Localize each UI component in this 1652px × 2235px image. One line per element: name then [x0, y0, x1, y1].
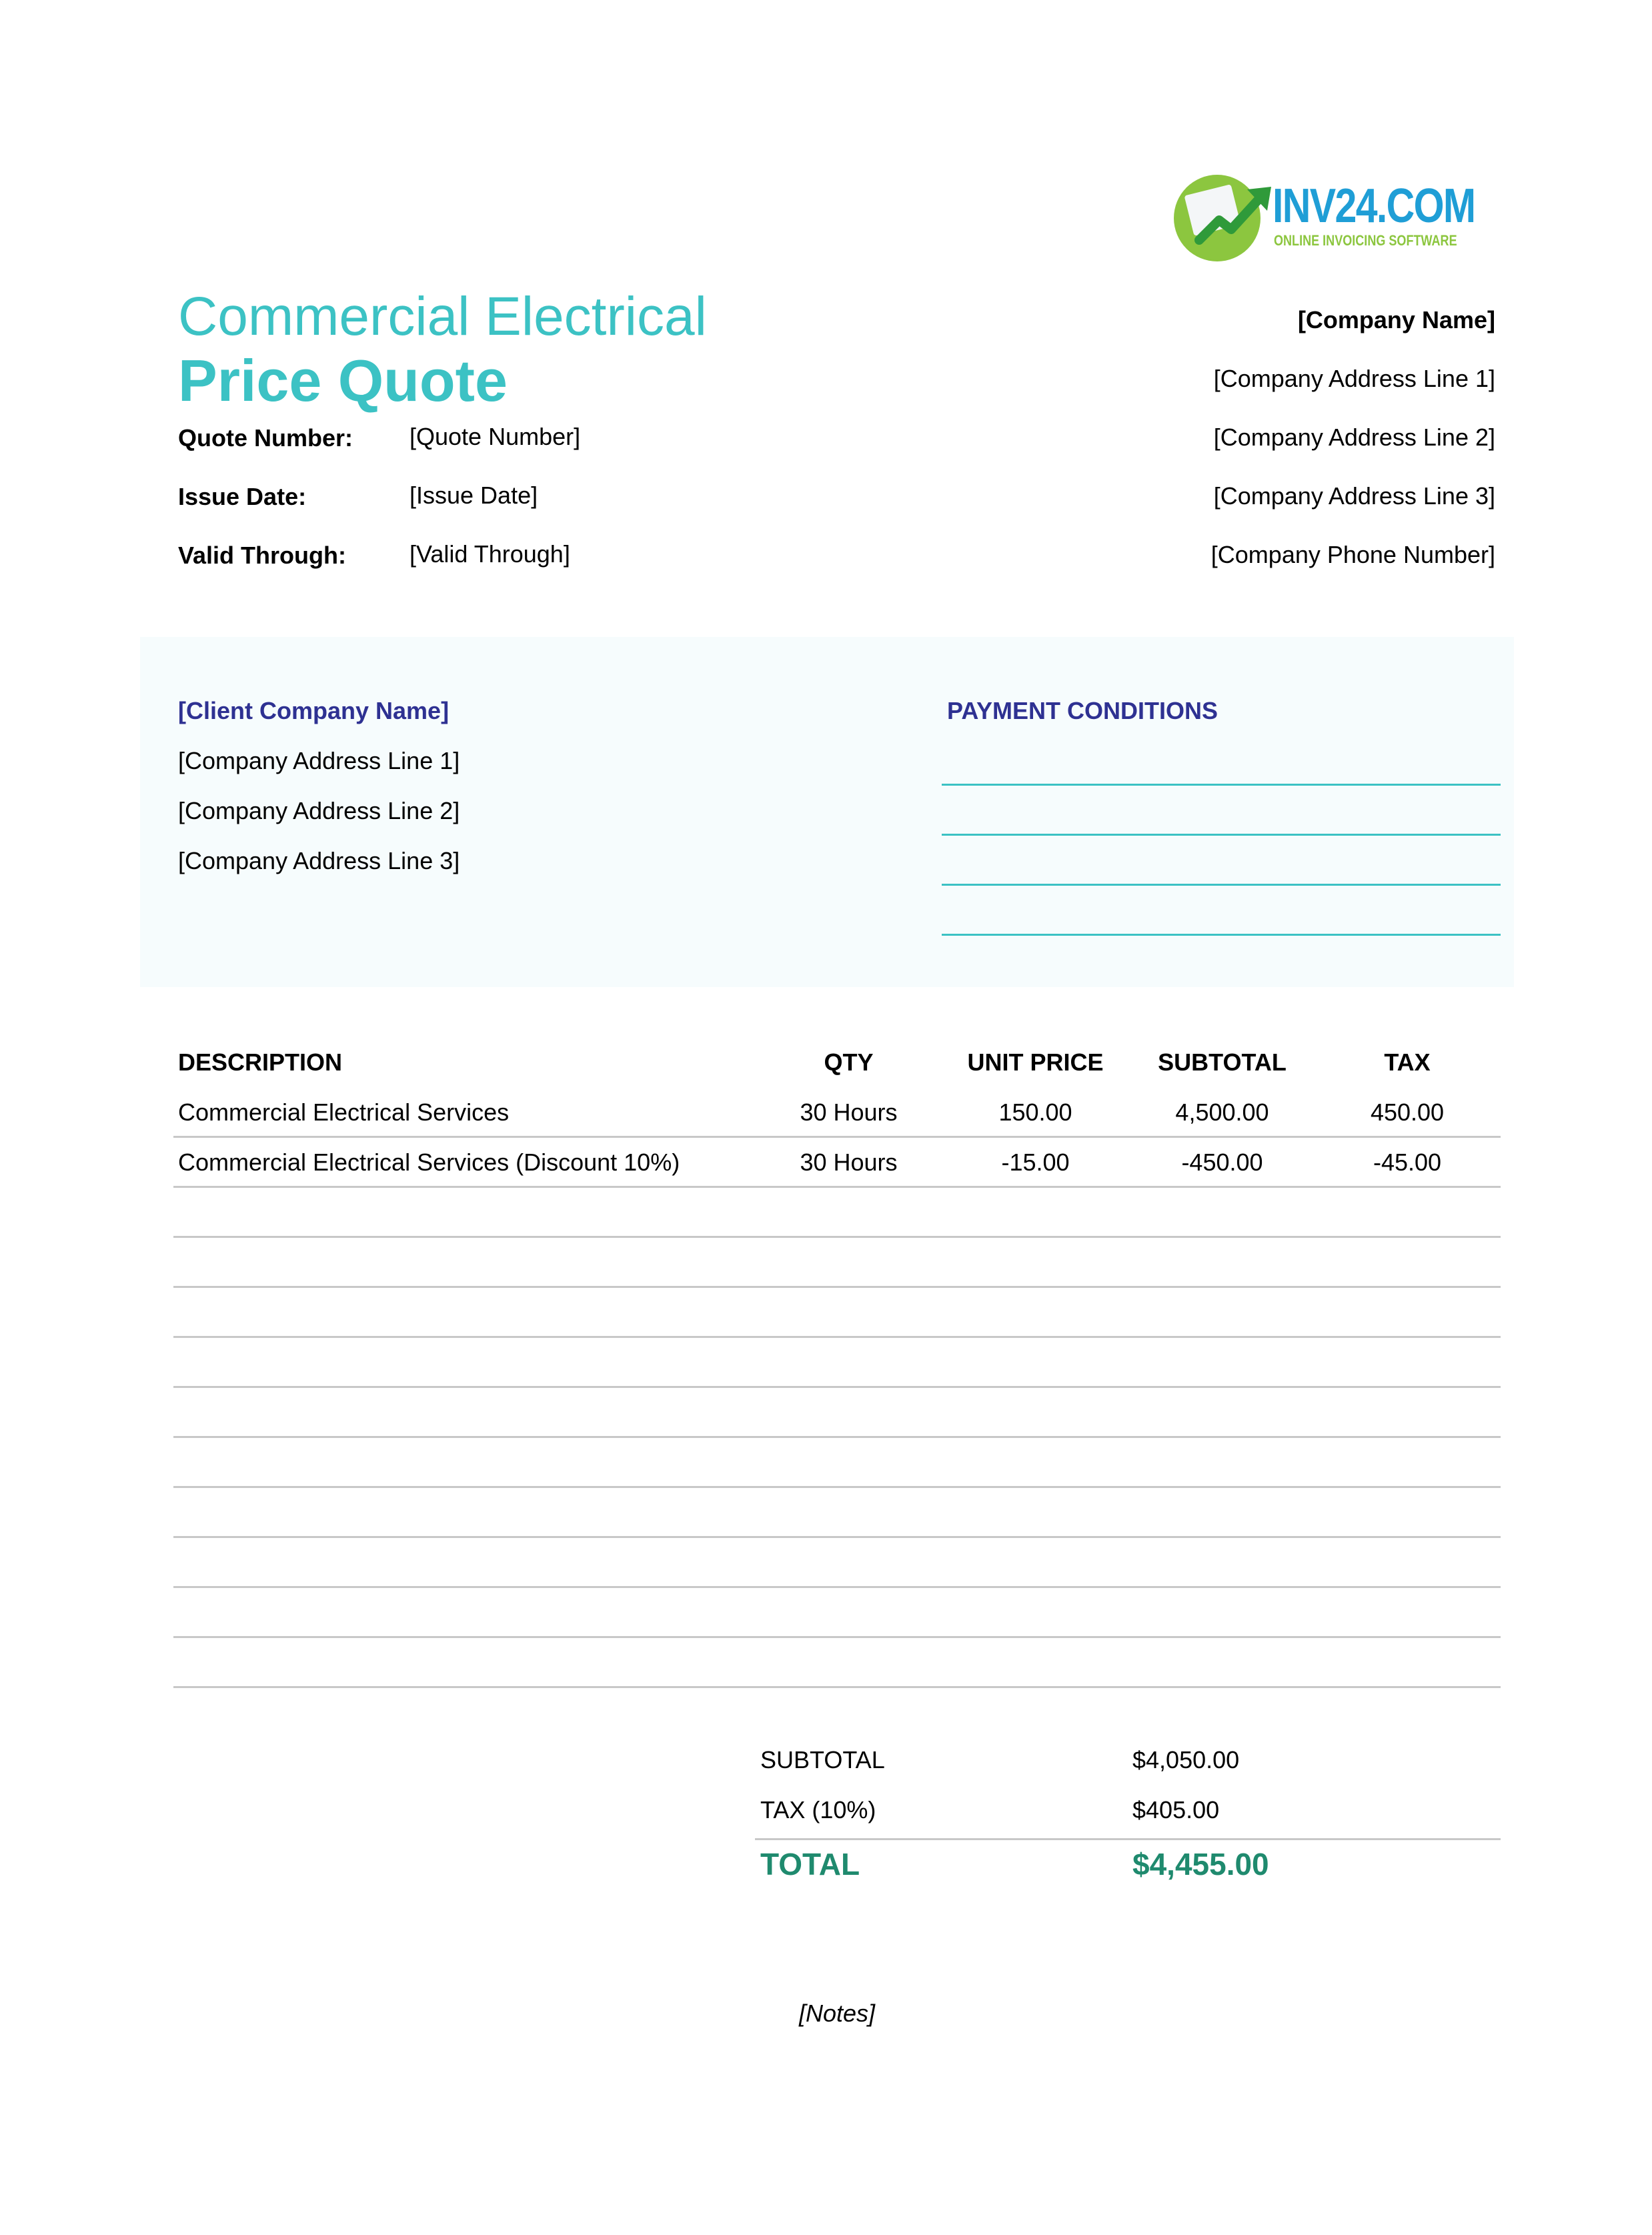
- row-divider: [173, 1486, 1501, 1488]
- company-logo: [1174, 175, 1475, 261]
- row-divider: [173, 1536, 1501, 1538]
- row-divider: [173, 1336, 1501, 1338]
- row-divider: [173, 1286, 1501, 1288]
- client-address-line2: [Company Address Line 2]: [178, 797, 460, 824]
- document-title-line2: Price Quote: [178, 347, 508, 414]
- row-divider: [173, 1436, 1501, 1438]
- payment-condition-line: [942, 834, 1501, 836]
- total-label: TOTAL: [760, 1847, 860, 1882]
- quote-number-value: [Quote Number]: [409, 423, 581, 450]
- quote-number-label: Quote Number:: [178, 424, 353, 452]
- company-address-line2: [Company Address Line 2]: [1213, 424, 1495, 451]
- company-address-line3: [Company Address Line 3]: [1213, 482, 1495, 510]
- client-address-line3: [Company Address Line 3]: [178, 847, 460, 874]
- totals-divider: [755, 1838, 1501, 1840]
- row-description: Commercial Electrical Services (Discount 10%): [178, 1149, 680, 1176]
- notes: [Notes]: [798, 2000, 876, 2027]
- row-tax: 450.00: [1370, 1098, 1445, 1126]
- row-subtotal: 4,500.00: [1175, 1098, 1269, 1126]
- document-title-line1: Commercial Electrical: [178, 286, 707, 347]
- row-qty: 30 Hours: [800, 1149, 898, 1176]
- row-divider: [173, 1636, 1501, 1638]
- row-qty: 30 Hours: [800, 1098, 898, 1126]
- subtotal-label: SUBTOTAL: [760, 1746, 885, 1773]
- valid-through-value: [Valid Through]: [409, 540, 570, 568]
- row-divider: [173, 1236, 1501, 1238]
- payment-condition-line: [942, 784, 1501, 786]
- company-phone: [Company Phone Number]: [1210, 541, 1495, 568]
- total-value: $4,455.00: [1132, 1847, 1269, 1882]
- column-header-unit-price: UNIT PRICE: [967, 1048, 1104, 1076]
- client-address-line1: [Company Address Line 1]: [178, 747, 460, 774]
- payment-condition-line: [942, 884, 1501, 886]
- row-unit-price: -15.00: [1001, 1149, 1070, 1176]
- company-name: [Company Name]: [1297, 306, 1495, 333]
- column-header-description: DESCRIPTION: [178, 1048, 343, 1076]
- issue-date-value: [Issue Date]: [409, 482, 538, 509]
- payment-conditions-title: PAYMENT CONDITIONS: [947, 697, 1218, 724]
- column-header-qty: QTY: [824, 1048, 874, 1076]
- issue-date-label: Issue Date:: [178, 483, 307, 510]
- valid-through-label: Valid Through:: [178, 542, 346, 569]
- logo-subtitle: ONLINE INVOICING SOFTWARE: [1274, 232, 1457, 249]
- column-header-tax: TAX: [1384, 1048, 1431, 1076]
- row-divider: [173, 1386, 1501, 1388]
- row-subtotal: -450.00: [1181, 1149, 1263, 1176]
- logo-arrow-icon: [1192, 181, 1273, 255]
- row-description: Commercial Electrical Services: [178, 1098, 510, 1126]
- row-unit-price: 150.00: [998, 1098, 1072, 1126]
- column-header-subtotal: SUBTOTAL: [1158, 1048, 1287, 1076]
- subtotal-value: $4,050.00: [1132, 1746, 1240, 1773]
- row-tax: -45.00: [1373, 1149, 1442, 1176]
- payment-condition-line: [942, 934, 1501, 936]
- logo-text: INV24.COM: [1273, 179, 1475, 233]
- company-address-line1: [Company Address Line 1]: [1213, 365, 1495, 392]
- row-divider: [173, 1186, 1501, 1188]
- tax-value: $405.00: [1132, 1796, 1220, 1823]
- tax-label: TAX (10%): [760, 1796, 876, 1823]
- client-company-name: [Client Company Name]: [178, 697, 450, 724]
- row-divider: [173, 1586, 1501, 1588]
- row-divider: [173, 1136, 1501, 1138]
- row-divider: [173, 1686, 1501, 1688]
